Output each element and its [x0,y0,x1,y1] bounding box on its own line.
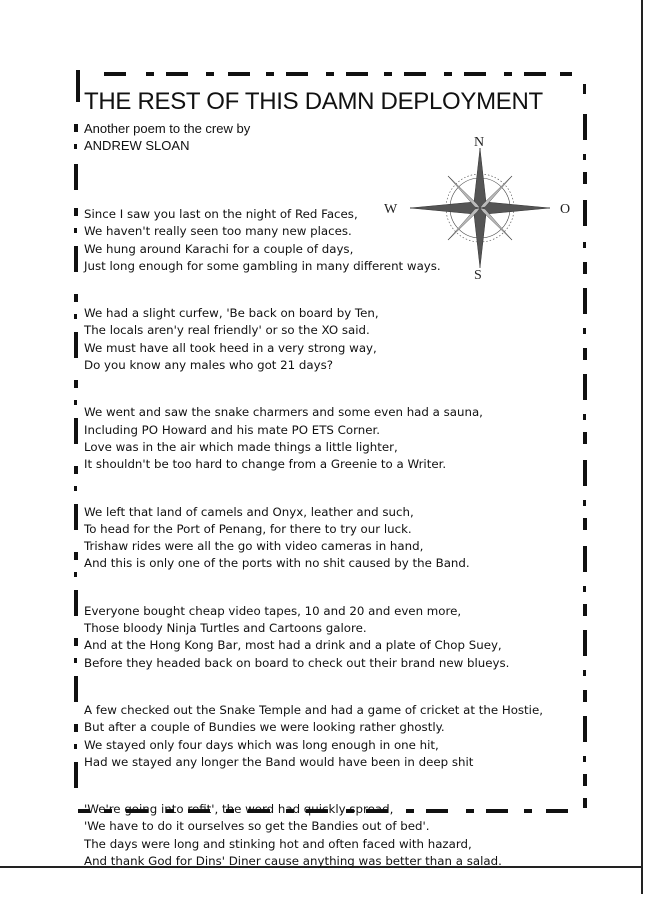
poem-line: Those bloody Ninja Turtles and Cartoons galore. [84,621,367,636]
poem-line: Trishaw rides were all the go with video cameras in hand, [84,539,424,554]
poem-line: And at the Hong Kong Bar, most had a drink and a plate of Chop Suey, [84,638,502,653]
poem-line: Before they headed back on board to check out their brand new blueys. [84,655,510,670]
poem-line: Including PO Howard and his mate PO ETS Corner. [84,422,381,437]
poem-line: We hung around Karachi for a couple of days, [84,241,354,256]
poem-line: To head for the Port of Penang, for there to try our luck. [84,521,412,536]
poem-line: 'We have to do it ourselves so get the Bandies out of bed'. [84,819,430,834]
compass-east-label: O [560,202,571,217]
poem-line: Since I saw you last on the night of Red Faces, [84,207,358,221]
poem-line: Had we stayed any longer the Band would have been in deep shit [84,754,474,769]
poem-line: The locals aren'y real friendly' or so the XO said. [84,323,370,338]
poem-line: It shouldn't be too hard to change from a Greenie to a Writer. [84,457,447,472]
poem-line: Do you know any males who got 21 days? [84,358,334,373]
stanza [84,702,543,771]
compass-south-label: S [474,268,482,280]
poem-line: But after a couple of Bundies we were looking rather ghostly. [84,720,445,735]
stanza [84,603,543,672]
poem-line: We haven't really seen too many new places. [84,224,352,239]
poem-line: Everyone bought cheap video tapes, 10 and 20 and even more, [84,603,462,618]
poem-line: We left that land of camels and Onyx, leather and such, [84,504,414,519]
poem-line: We went and saw the snake charmers and some even had a sauna, [84,405,483,420]
poem-line: Just long enough for some gambling in many different ways. [84,258,441,273]
stanza [84,206,543,275]
byline [84,120,250,154]
byline-author: ANDREW SLOAN [84,138,190,153]
poem-line: And this is only one of the ports with no shit caused by the Band. [84,556,470,571]
stanza [84,504,543,573]
byline-subtitle: Another poem to the crew by [84,121,251,136]
poem-body [84,206,543,900]
stanza [84,305,543,374]
compass-west-label: W [384,202,398,217]
poem-line: We had a slight curfew, 'Be back on board by Ten, [84,306,379,321]
poem-line: 'We're going into refit', the word had quickly spread, [84,802,394,817]
stanza [84,801,543,870]
poem-line: We stayed only four days which was long enough in one hit, [84,737,439,752]
stanza [84,404,543,473]
poem-title: THE REST OF THIS DAMN DEPLOYMENT [84,88,543,115]
poem-line: Love was in the air which made things a little lighter, [84,439,398,454]
poem-line: The days were long and stinking hot and often faced with hazard, [84,836,472,851]
compass-north-label: N [474,135,485,150]
poem-line: A few checked out the Snake Temple and had a game of cricket at the Hostie, [84,702,543,717]
poem-line: And thank God for Dins' Diner cause anything was better than a salad. [84,854,502,869]
poem-line: We must have all took heed in a very strong way, [84,340,377,355]
